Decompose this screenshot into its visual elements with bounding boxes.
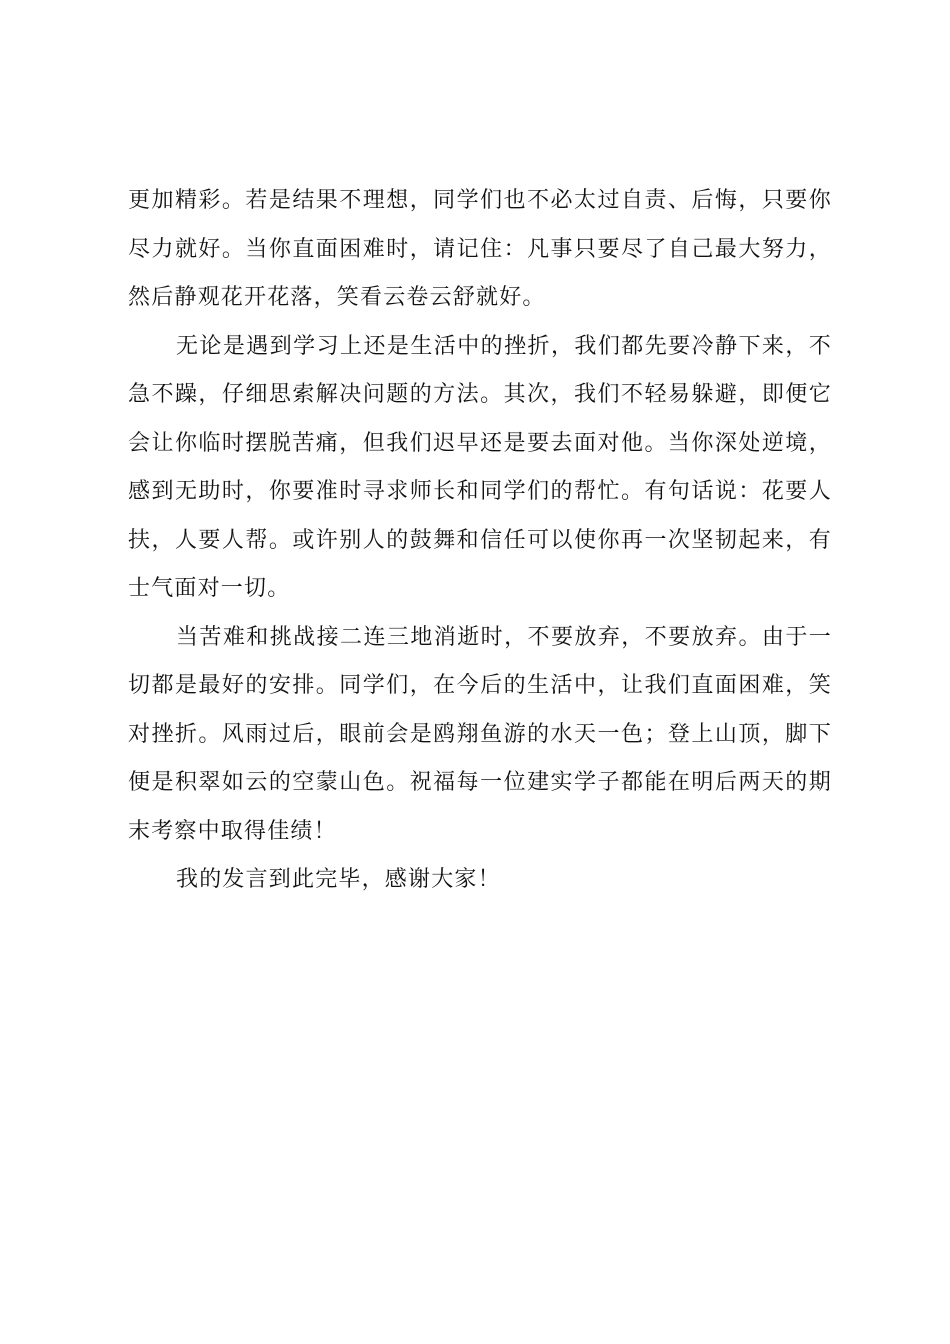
- paragraph-closing: 我的发言到此完毕，感谢大家！: [176, 867, 501, 892]
- paragraph-continuation: 更加精彩。若是结果不理想，同学们也不必太过自责、后悔，只要你尽力就好。当你直面困难时，请记住：凡事只要尽了自己最大努力，然后静观花开花落，笑看云卷云舒就好。: [128, 188, 832, 310]
- paragraph-setbacks: 无论是遇到学习上还是生活中的挫折，我们都先要冷静下来，不急不躁，仔细思索解决问题的方法。其次，我们不轻易躲避，即便它会让你临时摆脱苦痛，但我们迟早还是要去面对他。当你深处逆境，感到无助时，你要准时寻求师长和同学们的帮忙。有句话说：花要人扶，人要人帮。或许别人的鼓舞和信任可以使你再一次坚韧起来，有士气面对一切。: [128, 333, 832, 601]
- paragraph-challenges: 当苦难和挑战接二连三地消逝时，不要放弃，不要放弃。由于一切都是最好的安排。同学们，在今后的生活中，让我们直面困难，笑对挫折。风雨过后，眼前会是鸥翔鱼游的水天一色；登上山顶，脚下便是积翠如云的空蒙山色。祝福每一位建实学子都能在明后两天的期末考察中取得佳绩！: [128, 624, 832, 844]
- document-body: [128, 177, 832, 905]
